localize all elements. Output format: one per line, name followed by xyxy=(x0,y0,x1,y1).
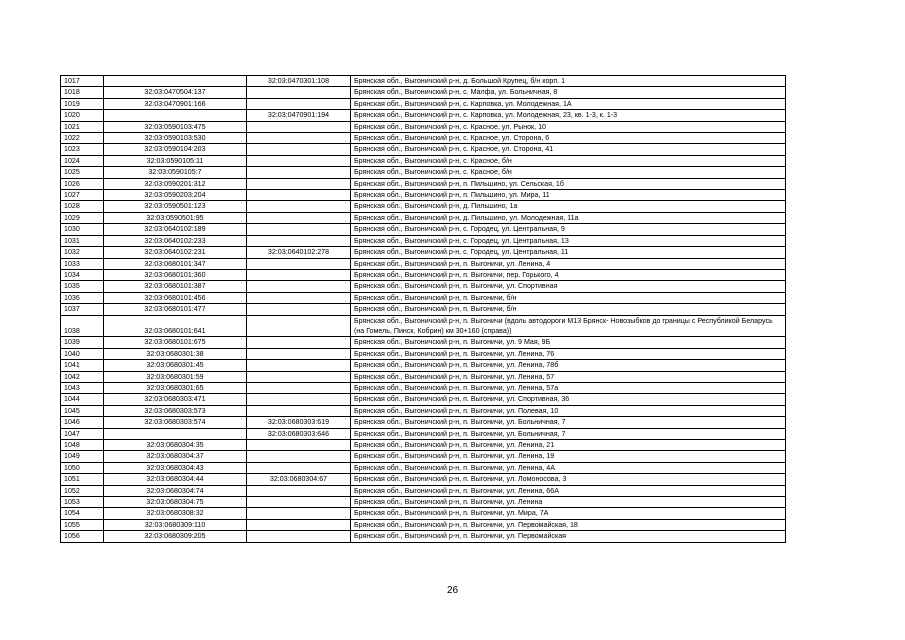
cadastral-number-cell: 32:03:0590201:312 xyxy=(104,178,247,189)
table-row xyxy=(61,405,786,416)
cadastral-number-cell: 32:03:0680101:347 xyxy=(104,258,247,269)
cadastral-number-cell: 32:03:0680101:641 xyxy=(104,315,247,337)
related-cadastral-number-cell xyxy=(247,212,351,223)
cadastral-number-cell: 32:03:0590105:7 xyxy=(104,167,247,178)
cadastral-number-cell: 32:03:0680308:32 xyxy=(104,508,247,519)
table-row xyxy=(61,167,786,178)
table-row xyxy=(61,247,786,258)
address-cell: Брянская обл., Выгоничский р-н, с. Красное, ул. Сторона, 41 xyxy=(351,144,786,155)
table-row xyxy=(61,519,786,530)
address-cell: Брянская обл., Выгоничский р-н, п. Выгоничи, б/н xyxy=(351,304,786,315)
cadastral-number-cell: 32:03:0680304:37 xyxy=(104,451,247,462)
cadastral-number-cell: 32:03:0680303:471 xyxy=(104,394,247,405)
related-cadastral-number-cell xyxy=(247,462,351,473)
table-row xyxy=(61,462,786,473)
cadastral-number-cell: 32:03:0680303:573 xyxy=(104,405,247,416)
related-cadastral-number-cell xyxy=(247,121,351,132)
row-number-cell: 1024 xyxy=(61,155,104,166)
related-cadastral-number-cell xyxy=(247,360,351,371)
cadastral-number-cell: 32:03:0680304:74 xyxy=(104,485,247,496)
address-cell: Брянская обл., Выгоничский р-н, п. Выгоничи, пер. Горького, 4 xyxy=(351,269,786,280)
table-row xyxy=(61,281,786,292)
address-cell: Брянская обл., Выгоничский р-н, п. Пильшино, ул. Сельская, 1б xyxy=(351,178,786,189)
row-number-cell: 1037 xyxy=(61,304,104,315)
row-number-cell: 1045 xyxy=(61,405,104,416)
address-cell: Брянская обл., Выгоничский р-н, п. Выгоничи, ул. Ленина, 4 xyxy=(351,258,786,269)
cadastral-number-cell: 32:03:0680304:75 xyxy=(104,497,247,508)
cadastral-number-cell: 32:03:0590501:123 xyxy=(104,201,247,212)
table-row xyxy=(61,417,786,428)
related-cadastral-number-cell xyxy=(247,337,351,348)
address-cell: Брянская обл., Выгоничский р-н, п. Выгоничи (вдоль автодороги М13 Брянск- Новозыбков до границы с Республикой Беларусь (на Гомель, Пинск, Кобрин) км 30+160 (справа)) xyxy=(351,315,786,337)
address-cell: Брянская обл., Выгоничский р-н, п. Выгоничи, ул. Ленина, 21 xyxy=(351,440,786,451)
row-number-cell: 1043 xyxy=(61,382,104,393)
related-cadastral-number-cell xyxy=(247,405,351,416)
related-cadastral-number-cell xyxy=(247,440,351,451)
address-cell: Брянская обл., Выгоничский р-н, п. Выгоничи, ул. Ленина, 57 xyxy=(351,371,786,382)
row-number-cell: 1023 xyxy=(61,144,104,155)
cadastral-number-cell: 32:03:0680303:574 xyxy=(104,417,247,428)
address-cell: Брянская обл., Выгоничский р-н, с. Городец, ул. Центральная, 9 xyxy=(351,224,786,235)
cadastral-number-cell: 32:03:0680304:43 xyxy=(104,462,247,473)
related-cadastral-number-cell xyxy=(247,155,351,166)
address-cell: Брянская обл., Выгоничский р-н, п. Выгоничи, ул. Ленина, 4А xyxy=(351,462,786,473)
address-cell: Брянская обл., Выгоничский р-н, с. Карповка, ул. Молодежная, 23, кв. 1-3, к. 1-3 xyxy=(351,110,786,121)
cadastral-number-cell xyxy=(104,76,247,87)
address-cell: Брянская обл., Выгоничский р-н, с. Красное, б/н xyxy=(351,155,786,166)
related-cadastral-number-cell: 32:03:0680303:646 xyxy=(247,428,351,439)
cadastral-number-cell: 32:03:0640102:231 xyxy=(104,247,247,258)
address-cell: Брянская обл., Выгоничский р-н, с. Малфа, ул. Больничная, 8 xyxy=(351,87,786,98)
row-number-cell: 1034 xyxy=(61,269,104,280)
row-number-cell: 1056 xyxy=(61,531,104,542)
related-cadastral-number-cell xyxy=(247,485,351,496)
address-cell: Брянская обл., Выгоничский р-н, д. Пильшино, ул. Молодежная, 11а xyxy=(351,212,786,223)
row-number-cell: 1044 xyxy=(61,394,104,405)
cadastral-number-cell: 32:03:0590103:475 xyxy=(104,121,247,132)
table-row xyxy=(61,269,786,280)
table-row xyxy=(61,87,786,98)
row-number-cell: 1041 xyxy=(61,360,104,371)
property-table xyxy=(60,75,786,543)
row-number-cell: 1055 xyxy=(61,519,104,530)
address-cell: Брянская обл., Выгоничский р-н, п. Выгоничи, ул. Больничная, 7 xyxy=(351,417,786,428)
table-row xyxy=(61,451,786,462)
table-row xyxy=(61,235,786,246)
related-cadastral-number-cell xyxy=(247,258,351,269)
row-number-cell: 1036 xyxy=(61,292,104,303)
table-row xyxy=(61,155,786,166)
table-row xyxy=(61,201,786,212)
address-cell: Брянская обл., Выгоничский р-н, с. Городец, ул. Центральная, 11 xyxy=(351,247,786,258)
table-row xyxy=(61,133,786,144)
cadastral-number-cell xyxy=(104,110,247,121)
related-cadastral-number-cell xyxy=(247,531,351,542)
related-cadastral-number-cell: 32:03:0680303:619 xyxy=(247,417,351,428)
table-row xyxy=(61,360,786,371)
related-cadastral-number-cell xyxy=(247,98,351,109)
address-cell: Брянская обл., Выгоничский р-н, с. Карповка, ул. Молодежная, 1А xyxy=(351,98,786,109)
cadastral-number-cell: 32:03:0680301:38 xyxy=(104,348,247,359)
related-cadastral-number-cell xyxy=(247,304,351,315)
table-row xyxy=(61,394,786,405)
row-number-cell: 1026 xyxy=(61,178,104,189)
related-cadastral-number-cell xyxy=(247,201,351,212)
row-number-cell: 1049 xyxy=(61,451,104,462)
table-row xyxy=(61,292,786,303)
cadastral-number-cell: 32:03:0590103:530 xyxy=(104,133,247,144)
cadastral-number-cell: 32:03:0680301:45 xyxy=(104,360,247,371)
row-number-cell: 1033 xyxy=(61,258,104,269)
address-cell: Брянская обл., Выгоничский р-н, п. Выгоничи, ул. Ленина, 19 xyxy=(351,451,786,462)
address-cell: Брянская обл., Выгоничский р-н, п. Выгоничи, ул. Первомайская, 18 xyxy=(351,519,786,530)
table-row xyxy=(61,224,786,235)
cadastral-number-cell: 32:03:0680301:65 xyxy=(104,382,247,393)
row-number-cell: 1031 xyxy=(61,235,104,246)
address-cell: Брянская обл., Выгоничский р-н, д. Большой Крупец, б/н корп. 1 xyxy=(351,76,786,87)
row-number-cell: 1046 xyxy=(61,417,104,428)
address-cell: Брянская обл., Выгоничский р-н, п. Выгоничи, ул. Спортивная xyxy=(351,281,786,292)
cadastral-number-cell: 32:03:0680309:205 xyxy=(104,531,247,542)
row-number-cell: 1038 xyxy=(61,315,104,337)
table-row xyxy=(61,497,786,508)
related-cadastral-number-cell xyxy=(247,167,351,178)
row-number-cell: 1047 xyxy=(61,428,104,439)
row-number-cell: 1020 xyxy=(61,110,104,121)
table-row xyxy=(61,258,786,269)
row-number-cell: 1027 xyxy=(61,190,104,201)
table-row xyxy=(61,531,786,542)
cadastral-number-cell: 32:03:0590104:203 xyxy=(104,144,247,155)
related-cadastral-number-cell xyxy=(247,451,351,462)
address-cell: Брянская обл., Выгоничский р-н, с. Красное, б/н xyxy=(351,167,786,178)
related-cadastral-number-cell xyxy=(247,133,351,144)
table-row xyxy=(61,144,786,155)
address-cell: Брянская обл., Выгоничский р-н, п. Выгоничи, ул. Полевая, 10 xyxy=(351,405,786,416)
row-number-cell: 1017 xyxy=(61,76,104,87)
property-table-body xyxy=(61,76,786,543)
table-row xyxy=(61,371,786,382)
row-number-cell: 1052 xyxy=(61,485,104,496)
row-number-cell: 1032 xyxy=(61,247,104,258)
row-number-cell: 1040 xyxy=(61,348,104,359)
address-cell: Брянская обл., Выгоничский р-н, с. Городец, ул. Центральная, 13 xyxy=(351,235,786,246)
row-number-cell: 1054 xyxy=(61,508,104,519)
address-cell: Брянская обл., Выгоничский р-н, п. Выгоничи, ул. Первомайская xyxy=(351,531,786,542)
table-row xyxy=(61,178,786,189)
related-cadastral-number-cell xyxy=(247,144,351,155)
table-row xyxy=(61,110,786,121)
row-number-cell: 1035 xyxy=(61,281,104,292)
table-row xyxy=(61,382,786,393)
row-number-cell: 1050 xyxy=(61,462,104,473)
cadastral-number-cell: 32:03:0680101:477 xyxy=(104,304,247,315)
related-cadastral-number-cell xyxy=(247,281,351,292)
cadastral-number-cell: 32:03:0680101:360 xyxy=(104,269,247,280)
related-cadastral-number-cell xyxy=(247,269,351,280)
table-row xyxy=(61,190,786,201)
row-number-cell: 1053 xyxy=(61,497,104,508)
address-cell: Брянская обл., Выгоничский р-н, п. Выгоничи, ул. Ленина, 76 xyxy=(351,348,786,359)
row-number-cell: 1018 xyxy=(61,87,104,98)
table-row xyxy=(61,304,786,315)
table-row xyxy=(61,121,786,132)
cadastral-number-cell: 32:03:0470901:166 xyxy=(104,98,247,109)
row-number-cell: 1021 xyxy=(61,121,104,132)
address-cell: Брянская обл., Выгоничский р-н, п. Выгоничи, ул. Спортивная, 36 xyxy=(351,394,786,405)
cadastral-number-cell: 32:03:0590203:204 xyxy=(104,190,247,201)
related-cadastral-number-cell xyxy=(247,371,351,382)
cadastral-number-cell: 32:03:0680301:59 xyxy=(104,371,247,382)
address-cell: Брянская обл., Выгоничский р-н, п. Выгоничи, ул. Больничная, 7 xyxy=(351,428,786,439)
address-cell: Брянская обл., Выгоничский р-н, п. Выгоничи, ул. Ленина, 66А xyxy=(351,485,786,496)
related-cadastral-number-cell xyxy=(247,87,351,98)
related-cadastral-number-cell xyxy=(247,315,351,337)
table-row xyxy=(61,348,786,359)
cadastral-number-cell: 32:03:0680304:35 xyxy=(104,440,247,451)
cadastral-number-cell: 32:03:0680304:44 xyxy=(104,474,247,485)
row-number-cell: 1029 xyxy=(61,212,104,223)
address-cell: Брянская обл., Выгоничский р-н, п. Выгоничи, б/н xyxy=(351,292,786,303)
related-cadastral-number-cell xyxy=(247,178,351,189)
table-row xyxy=(61,508,786,519)
table-row xyxy=(61,337,786,348)
address-cell: Брянская обл., Выгоничский р-н, п. Выгоничи, ул. Ленина xyxy=(351,497,786,508)
related-cadastral-number-cell xyxy=(247,519,351,530)
row-number-cell: 1051 xyxy=(61,474,104,485)
related-cadastral-number-cell xyxy=(247,508,351,519)
table-row xyxy=(61,98,786,109)
table-row xyxy=(61,474,786,485)
cadastral-number-cell: 32:03:0470504:137 xyxy=(104,87,247,98)
address-cell: Брянская обл., Выгоничский р-н, п. Выгоничи, ул. Мира, 7А xyxy=(351,508,786,519)
page-number: 26 xyxy=(446,585,459,596)
related-cadastral-number-cell: 32:03:0680304:67 xyxy=(247,474,351,485)
table-row xyxy=(61,440,786,451)
row-number-cell: 1019 xyxy=(61,98,104,109)
related-cadastral-number-cell: 32:03:0470301:108 xyxy=(247,76,351,87)
related-cadastral-number-cell xyxy=(247,235,351,246)
cadastral-number-cell: 32:03:0590501:95 xyxy=(104,212,247,223)
table-row xyxy=(61,485,786,496)
table-row xyxy=(61,315,786,337)
cadastral-number-cell: 32:03:0680309:110 xyxy=(104,519,247,530)
table-row xyxy=(61,428,786,439)
address-cell: Брянская обл., Выгоничский р-н, п. Выгоничи, ул. Ломоносова, 3 xyxy=(351,474,786,485)
row-number-cell: 1048 xyxy=(61,440,104,451)
cadastral-number-cell xyxy=(104,428,247,439)
address-cell: Брянская обл., Выгоничский р-н, с. Красное, ул. Рынок, 10 xyxy=(351,121,786,132)
row-number-cell: 1030 xyxy=(61,224,104,235)
cadastral-number-cell: 32:03:0680101:456 xyxy=(104,292,247,303)
address-cell: Брянская обл., Выгоничский р-н, с. Красное, ул. Сторона, 6 xyxy=(351,133,786,144)
cadastral-number-cell: 32:03:0590105:11 xyxy=(104,155,247,166)
cadastral-number-cell: 32:03:0640102:233 xyxy=(104,235,247,246)
related-cadastral-number-cell: 32:03:0640102:278 xyxy=(247,247,351,258)
cadastral-number-cell: 32:03:0640102:189 xyxy=(104,224,247,235)
related-cadastral-number-cell xyxy=(247,190,351,201)
related-cadastral-number-cell xyxy=(247,382,351,393)
row-number-cell: 1022 xyxy=(61,133,104,144)
row-number-cell: 1028 xyxy=(61,201,104,212)
address-cell: Брянская обл., Выгоничский р-н, п. Выгоничи, ул. 9 Мая, 9Б xyxy=(351,337,786,348)
address-cell: Брянская обл., Выгоничский р-н, п. Пильшино, ул. Мира, 11 xyxy=(351,190,786,201)
related-cadastral-number-cell xyxy=(247,497,351,508)
address-cell: Брянская обл., Выгоничский р-н, п. Выгоничи, ул. Ленина, 78б xyxy=(351,360,786,371)
related-cadastral-number-cell xyxy=(247,224,351,235)
address-cell: Брянская обл., Выгоничский р-н, п. Выгоничи, ул. Ленина, 57а xyxy=(351,382,786,393)
address-cell: Брянская обл., Выгоничский р-н, д. Пильшино, 1а xyxy=(351,201,786,212)
row-number-cell: 1025 xyxy=(61,167,104,178)
row-number-cell: 1042 xyxy=(61,371,104,382)
related-cadastral-number-cell: 32:03:0470901:194 xyxy=(247,110,351,121)
related-cadastral-number-cell xyxy=(247,394,351,405)
table-row xyxy=(61,212,786,223)
related-cadastral-number-cell xyxy=(247,292,351,303)
cadastral-number-cell: 32:03:0680101:387 xyxy=(104,281,247,292)
table-row xyxy=(61,76,786,87)
row-number-cell: 1039 xyxy=(61,337,104,348)
related-cadastral-number-cell xyxy=(247,348,351,359)
cadastral-number-cell: 32:03:0680101:675 xyxy=(104,337,247,348)
